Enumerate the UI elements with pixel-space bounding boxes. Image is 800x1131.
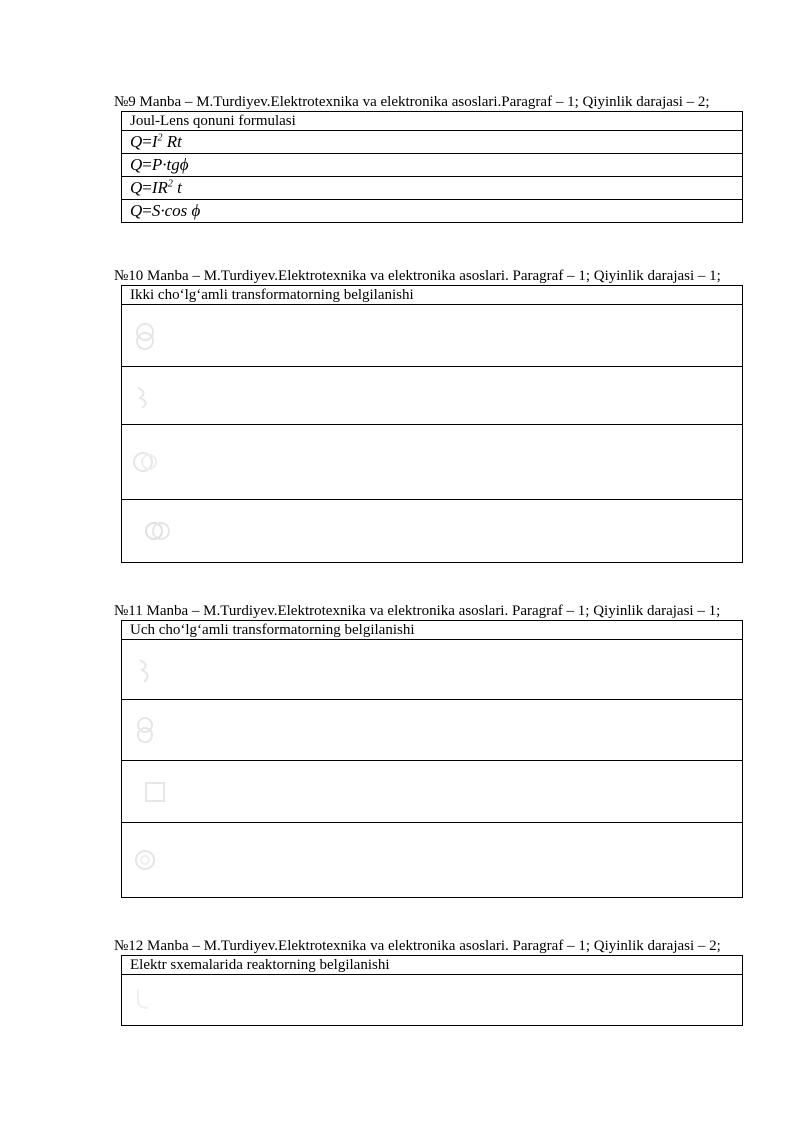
answer-option-2[interactable] — [122, 367, 743, 425]
answer-option-3[interactable]: $Q=IR^2$ t — [122, 177, 743, 200]
answer-option-3[interactable] — [122, 761, 743, 823]
answer-option-1[interactable] — [122, 305, 743, 367]
answer-option-2[interactable] — [122, 700, 743, 761]
faint-reactor-symbol-icon — [132, 986, 158, 1014]
question-header: №10 Manba – M.Turdiyev.Elektrotexnika va elektronika asoslari. Paragraf – 1; Qiyinlik darajasi – 1; — [114, 268, 721, 284]
faint-transformer-symbol-icon — [132, 716, 158, 744]
answer-option-2[interactable]: Q=P·tgϕ — [122, 154, 743, 177]
faint-transformer-symbol-icon — [132, 656, 158, 684]
faint-transformer-symbol-icon — [132, 382, 158, 410]
answer-option-4[interactable]: Q=S·cos ϕ — [122, 200, 743, 223]
question-prompt: Joul-Lens qonuni formulasi — [122, 112, 743, 131]
answer-option-3[interactable] — [122, 425, 743, 500]
question-header: №12 Manba – M.Turdiyev.Elektrotexnika va elektronika asoslari. Paragraf – 1; Qiyinlik darajasi – 2; — [114, 938, 721, 954]
faint-transformer-symbol-icon — [144, 517, 170, 545]
answer-table — [121, 111, 743, 223]
answer-table — [121, 955, 743, 1026]
answer-option-1[interactable] — [122, 640, 743, 700]
faint-transformer-symbol-icon — [132, 846, 158, 874]
faint-transformer-symbol-icon — [142, 778, 168, 806]
question-header: №11 Manba – M.Turdiyev.Elektrotexnika va elektronika asoslari. Paragraf – 1; Qiyinlik darajasi – 1; — [114, 603, 721, 619]
question-10 — [114, 267, 744, 563]
question-prompt: Ikki cho‘lg‘amli transformatorning belgilanishi — [122, 286, 743, 305]
answer-option-1[interactable] — [122, 975, 743, 1026]
answer-option-4[interactable] — [122, 500, 743, 563]
question-prompt: Elektr sxemalarida reaktorning belgilanishi — [122, 956, 743, 975]
question-prompt: Uch cho‘lg‘amli transformatorning belgilanishi — [122, 621, 743, 640]
question-9 — [114, 93, 744, 223]
answer-table — [121, 285, 743, 563]
answer-option-1[interactable]: $Q=I^2$ Rt — [122, 131, 743, 154]
faint-transformer-symbol-icon — [132, 322, 158, 350]
question-12 — [114, 937, 744, 1026]
answer-option-4[interactable] — [122, 823, 743, 898]
faint-transformer-symbol-icon — [132, 448, 158, 476]
answer-table — [121, 620, 743, 898]
question-11 — [114, 602, 744, 898]
question-header: №9 Manba – M.Turdiyev.Elektrotexnika va elektronika asoslari.Paragraf – 1; Qiyinlik darajasi – 2; — [114, 94, 710, 110]
